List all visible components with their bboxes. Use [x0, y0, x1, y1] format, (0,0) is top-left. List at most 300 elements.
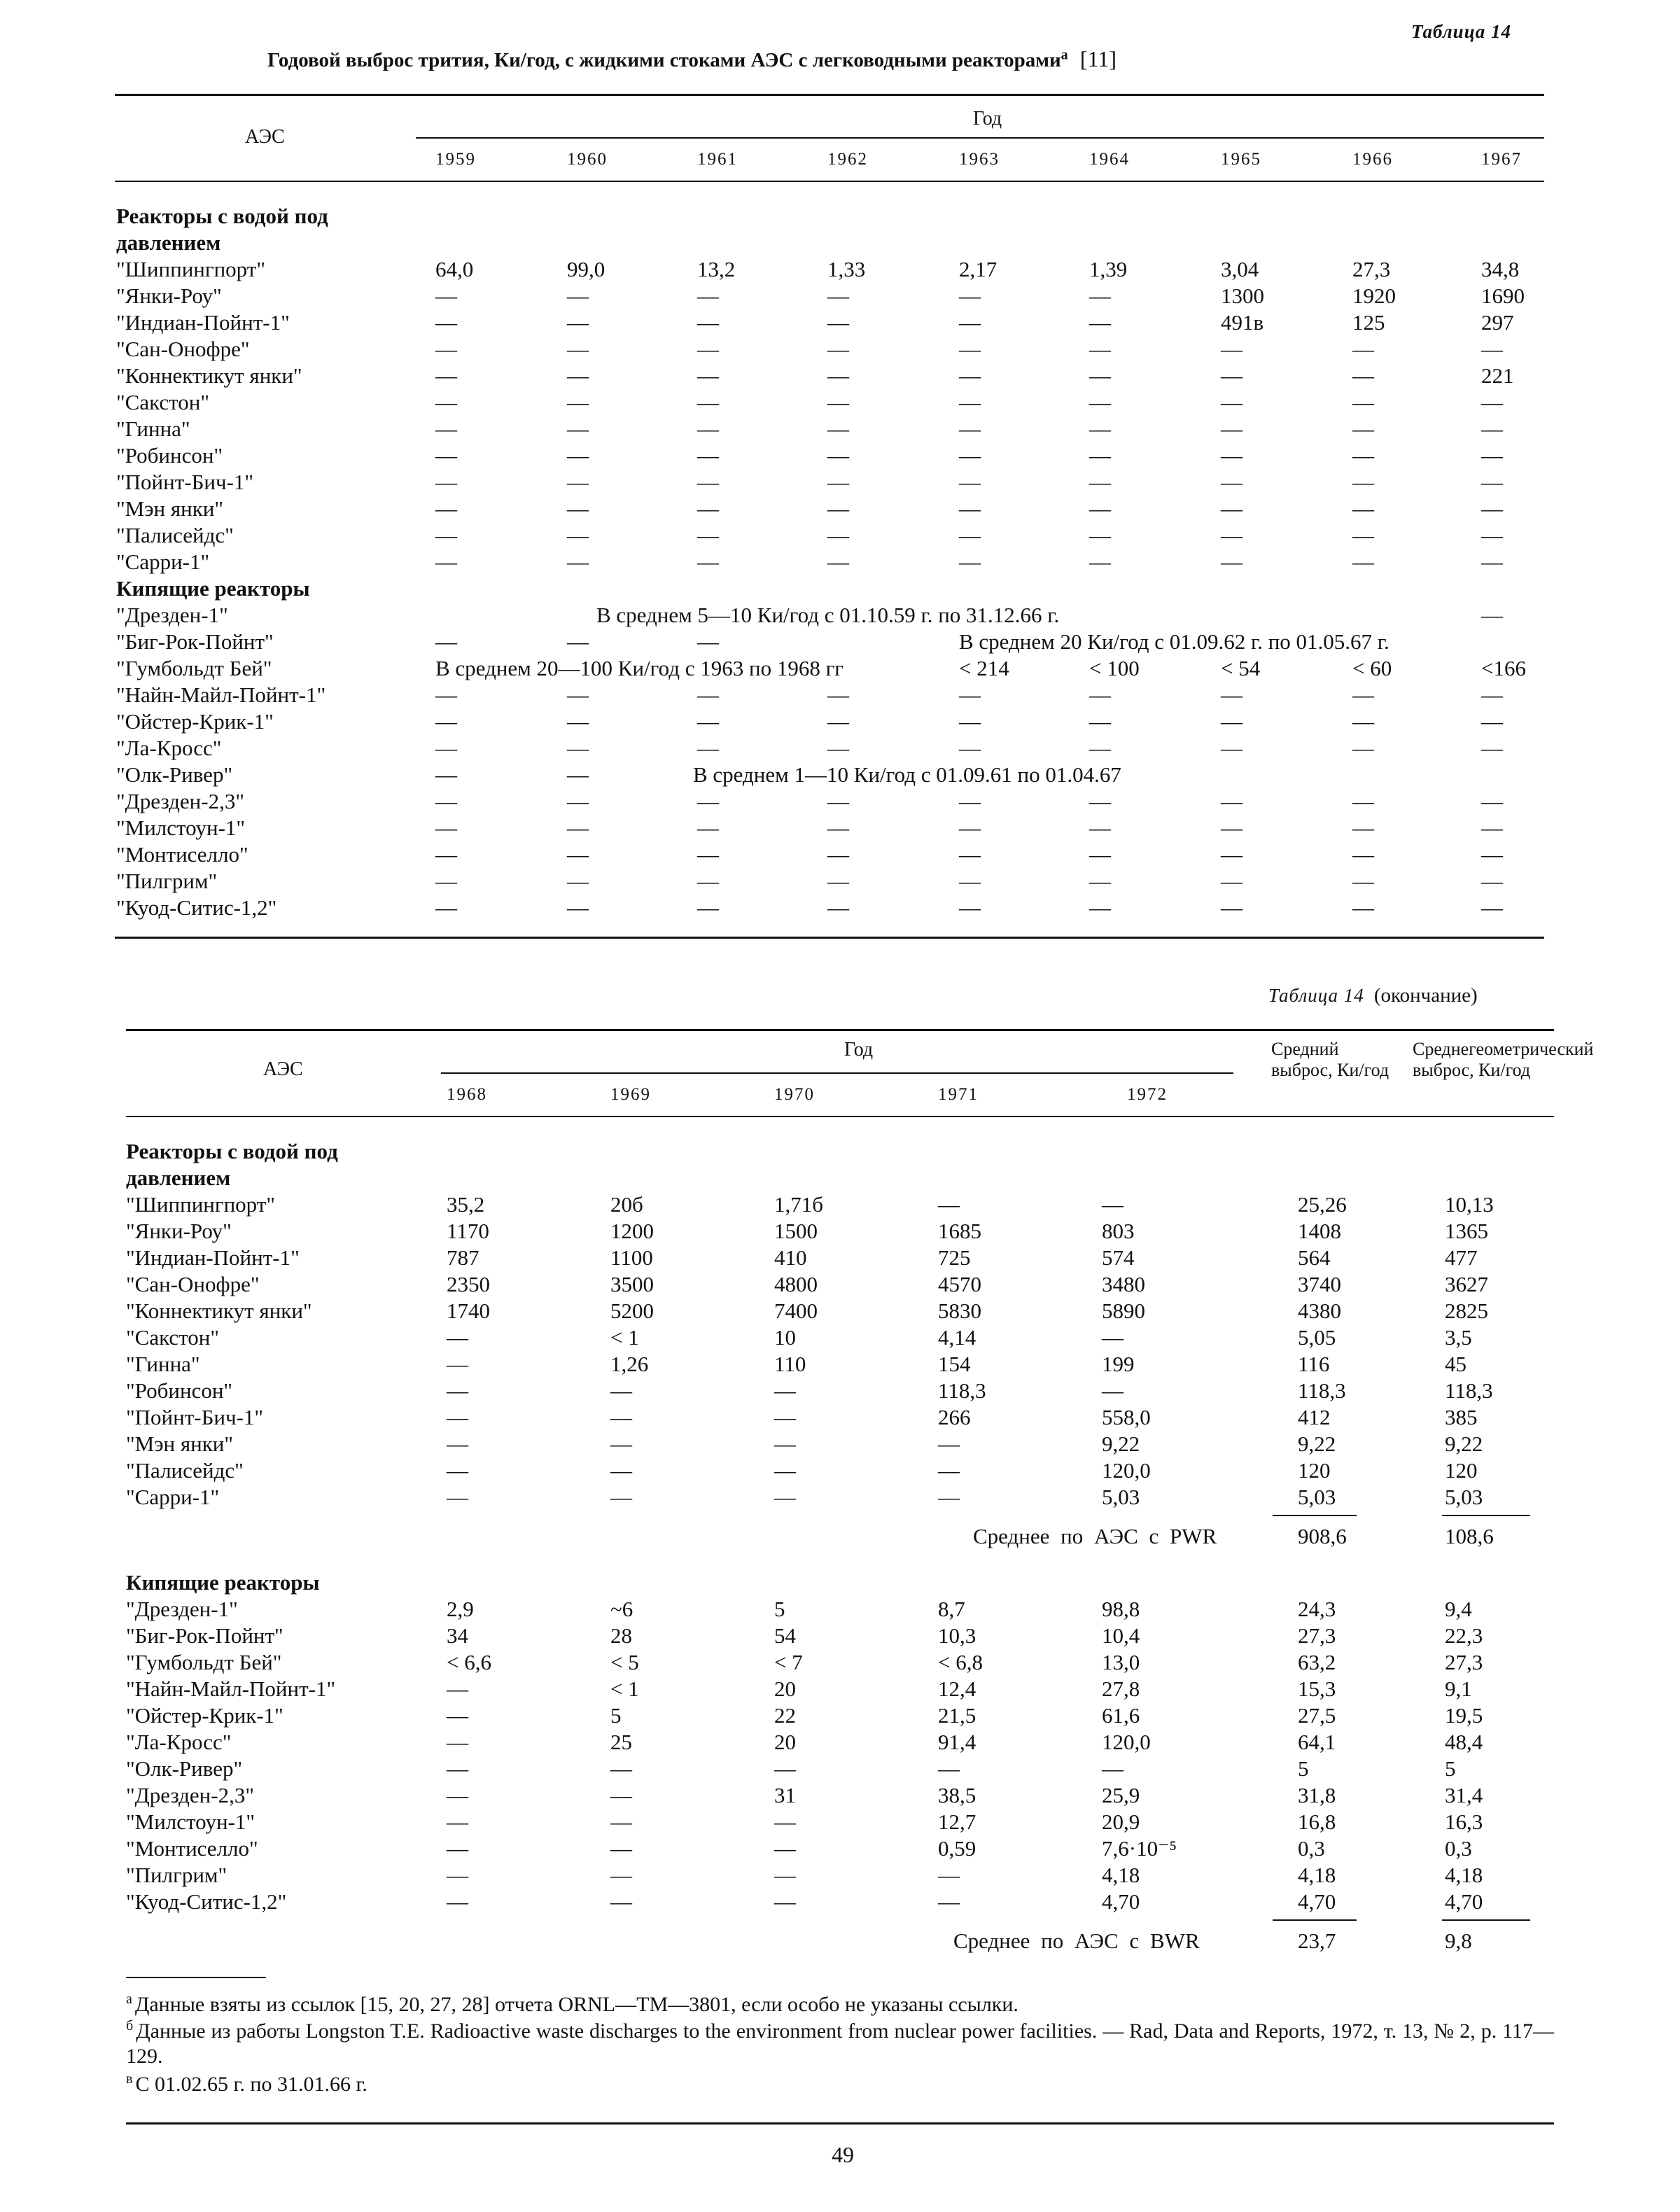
table-cell: — [435, 523, 457, 547]
table-cell: — [697, 895, 719, 920]
table-cell: 1170 [447, 1219, 489, 1243]
table-cell: 120 [1445, 1458, 1478, 1483]
table-cell: — [567, 390, 589, 414]
row-name: "Робинсон" [116, 443, 223, 468]
table-cell: — [959, 470, 981, 494]
table-cell: 64,0 [435, 257, 474, 281]
table-cell: — [959, 390, 981, 414]
table-cell: 120,0 [1102, 1730, 1151, 1754]
section-heading: Кипящие реакторы [126, 1570, 320, 1595]
table-cell: — [697, 550, 719, 574]
table-cell: 118,3 [1445, 1378, 1493, 1403]
table-cell: < 7 [774, 1650, 803, 1674]
table-cell: 54 [774, 1623, 796, 1648]
table-cell: — [959, 496, 981, 521]
row-name: "Ла-Кросс" [116, 736, 222, 760]
table-cell: — [1221, 842, 1242, 867]
table-row [0, 868, 1680, 895]
year-header: 1960 [567, 150, 608, 169]
table-cell: 22,3 [1445, 1623, 1483, 1648]
table-cell: 27,8 [1102, 1676, 1140, 1701]
table1-header-rule [115, 181, 1544, 182]
row-name: "Биг-Рок-Пойнт" [116, 629, 274, 654]
table-cell: 27,5 [1298, 1703, 1336, 1728]
row-name: "Сарри-1" [126, 1485, 220, 1509]
table-cell: — [1221, 416, 1242, 441]
table-cell: 2350 [447, 1272, 490, 1296]
row-name: "Дрезден-2,3" [126, 1783, 254, 1807]
table-cell: 5,05 [1298, 1325, 1336, 1350]
table-cell: — [567, 523, 589, 547]
table-cell: 15,3 [1298, 1676, 1336, 1701]
table-cell: — [1089, 682, 1111, 707]
table-cell: — [567, 443, 589, 468]
table-cell: 25,26 [1298, 1192, 1347, 1217]
table-cell: — [959, 842, 981, 867]
table-cell: 4,18 [1445, 1863, 1483, 1887]
table-row [0, 1245, 1680, 1271]
table-cell: 3480 [1102, 1272, 1145, 1296]
year-header: 1965 [1221, 150, 1261, 169]
table2-col-year-group: Год [844, 1039, 874, 1060]
table-row [0, 256, 1680, 283]
table-cell: — [1089, 470, 1111, 494]
table-title-text: Годовой выброс трития, Ки/год, с жидкими стоками АЭС с легководными реакторами [267, 49, 1061, 71]
table-row [0, 815, 1680, 841]
table-row [0, 549, 1680, 575]
table-cell: — [827, 816, 849, 840]
table-cell: <166 [1481, 656, 1526, 680]
row-name: "Пилгрим" [126, 1863, 227, 1887]
table-row [0, 469, 1680, 496]
table-cell: 1500 [774, 1219, 818, 1243]
table-row [0, 1484, 1680, 1511]
row-name: "Милстоун-1" [116, 816, 246, 840]
table-cell: 9,22 [1298, 1432, 1336, 1456]
table-row [0, 1218, 1680, 1245]
table-row [0, 522, 1680, 549]
table-row [0, 389, 1680, 416]
table-cell: — [1221, 496, 1242, 521]
footnote-text: Данные взяты из ссылок [15, 20, 27, 28] отчета ORNL—TM—3801, если особо не указаны ссылки. [134, 1993, 1018, 2016]
table-cell: 10,3 [938, 1623, 976, 1648]
table-cell: 1685 [938, 1219, 981, 1243]
table-cell: — [697, 284, 719, 308]
table-row [0, 1809, 1680, 1835]
row-name: "Янки-Роу" [116, 284, 222, 308]
summary-rule [1273, 1515, 1357, 1516]
table-row [0, 1729, 1680, 1756]
table-cell: 1,39 [1089, 257, 1128, 281]
table-title [267, 46, 1116, 72]
table-cell: — [1352, 816, 1374, 840]
table-cell: 1365 [1445, 1219, 1488, 1243]
table-cell: — [610, 1405, 632, 1429]
summary-avg: 23,7 [1298, 1928, 1336, 1953]
table-cell: — [1089, 390, 1111, 414]
table-cell: — [827, 310, 849, 335]
table-cell: 120,0 [1102, 1458, 1151, 1483]
table-row [0, 416, 1680, 442]
table-cell: 5 [1298, 1756, 1309, 1781]
table2-col-avg: Средний выброс, Ки/год [1271, 1039, 1390, 1080]
section-heading: Кипящие реакторы [116, 576, 310, 601]
year-header: 1961 [697, 150, 738, 169]
table-cell: 199 [1102, 1352, 1135, 1376]
table-row [0, 442, 1680, 469]
table-cell: 5200 [610, 1298, 654, 1323]
table-row [0, 1889, 1680, 1915]
table-cell: — [938, 1485, 960, 1509]
table-cell: 20 [774, 1730, 796, 1754]
table-cell: — [610, 1378, 632, 1403]
table-cell: — [774, 1378, 796, 1403]
table-row [0, 1298, 1680, 1324]
table-cell: 477 [1445, 1245, 1478, 1270]
table-cell: — [827, 736, 849, 760]
table-cell: — [774, 1405, 796, 1429]
table-cell: 4,70 [1102, 1889, 1140, 1914]
table-cell: — [1089, 443, 1111, 468]
table-cell: < 1 [610, 1676, 639, 1701]
table-cell: — [697, 842, 719, 867]
table-cell: — [610, 1432, 632, 1456]
title-reference: [11] [1079, 46, 1117, 71]
table-cell: — [1089, 816, 1111, 840]
table-cell: 91,4 [938, 1730, 976, 1754]
table-row [0, 762, 1680, 788]
row-name: "Найн-Майл-Пойнт-1" [126, 1676, 336, 1701]
table-cell: 20б [610, 1192, 643, 1217]
table-cell: — [959, 736, 981, 760]
table-cell: — [1352, 337, 1374, 361]
table-cell: — [1352, 895, 1374, 920]
table-cell: — [938, 1889, 960, 1914]
table-cell: — [435, 709, 457, 734]
table-cell: — [827, 470, 849, 494]
table-cell: 4,70 [1445, 1889, 1483, 1914]
table-cell: — [959, 682, 981, 707]
row-name: "Индиан-Пойнт-1" [126, 1245, 300, 1270]
table-row [0, 336, 1680, 363]
table-cell: — [1352, 736, 1374, 760]
table-row [0, 1404, 1680, 1431]
table-cell: 31,8 [1298, 1783, 1336, 1807]
table-cell: — [959, 443, 981, 468]
table-row [0, 682, 1680, 708]
table-cell: — [774, 1432, 796, 1456]
table-cell: — [1089, 363, 1111, 388]
year-header: 1963 [959, 150, 1000, 169]
table-row [0, 1351, 1680, 1378]
table-cell: — [447, 1676, 468, 1701]
table-cell: 31,4 [1445, 1783, 1483, 1807]
table-cell: 803 [1102, 1219, 1135, 1243]
table-row [0, 1191, 1680, 1218]
table-cell: — [447, 1783, 468, 1807]
table-cell: — [1352, 682, 1374, 707]
table-cell: 1200 [610, 1219, 654, 1243]
table1-year-rule [416, 137, 1544, 139]
table-cell: — [827, 443, 849, 468]
table-cell: 34,8 [1481, 257, 1520, 281]
table-row [0, 1324, 1680, 1351]
row-name: "Гинна" [116, 416, 190, 441]
table-cell: 1740 [447, 1298, 490, 1323]
table-cell: — [1481, 736, 1503, 760]
table-row [0, 1271, 1680, 1298]
table-cell: — [1221, 470, 1242, 494]
table-cell: — [697, 736, 719, 760]
table-cell: — [435, 363, 457, 388]
table-cell: — [435, 682, 457, 707]
table-cell: 8,7 [938, 1597, 965, 1621]
table-cell: — [435, 416, 457, 441]
year-header: 1964 [1089, 150, 1130, 169]
table-cell: 787 [447, 1245, 479, 1270]
table-row [0, 708, 1680, 735]
table-cell: — [1481, 895, 1503, 920]
table-cell: — [1089, 709, 1111, 734]
table-cell: — [447, 1756, 468, 1781]
table-cell: — [697, 443, 719, 468]
table-cell: — [435, 443, 457, 468]
table-cell: — [567, 895, 589, 920]
row-name: "Дрезден-1" [116, 603, 228, 627]
table-row [0, 283, 1680, 309]
table-cell: — [827, 523, 849, 547]
table-cell: 5 [774, 1597, 785, 1621]
table-cell: — [697, 709, 719, 734]
table-cell: — [567, 496, 589, 521]
table-cell: 5,03 [1298, 1485, 1336, 1509]
table-cell: — [567, 470, 589, 494]
row-name: "Олк-Ривер" [116, 762, 233, 787]
row-name: "Дрезден-1" [126, 1597, 238, 1621]
table-cell: — [1352, 709, 1374, 734]
table-cell: 297 [1481, 310, 1514, 335]
table-cell: < 5 [610, 1650, 639, 1674]
row-name: "Ойстер-Крик-1" [116, 709, 274, 734]
table-cell: — [610, 1756, 632, 1781]
summary-rule [1273, 1919, 1357, 1921]
table-cell: — [827, 895, 849, 920]
table-cell: — [1481, 337, 1503, 361]
table-cell: — [1102, 1325, 1124, 1350]
table-cell: — [610, 1458, 632, 1483]
table-cell: — [1352, 363, 1374, 388]
table-cell: 4,14 [938, 1325, 976, 1350]
table-cell: — [774, 1863, 796, 1887]
table-cell: — [827, 682, 849, 707]
table-cell: < 1 [610, 1325, 639, 1350]
table-cell: — [774, 1485, 796, 1509]
row-note: В среднем 1—10 Ки/год с 01.09.61 по 01.04.67 [693, 762, 1121, 787]
table-cell: — [827, 416, 849, 441]
table-cell: — [1481, 470, 1503, 494]
row-name: "Монтиселло" [116, 842, 248, 867]
table-cell: 125 [1352, 310, 1385, 335]
table-cell: — [1352, 443, 1374, 468]
table2-label-suffix: (окончание) [1373, 984, 1478, 1007]
table-cell: — [567, 816, 589, 840]
table-cell: — [697, 363, 719, 388]
table-cell: — [1102, 1378, 1124, 1403]
table-row [0, 602, 1680, 629]
row-name: "Пойнт-Бич-1" [126, 1405, 264, 1429]
table-cell: — [1481, 390, 1503, 414]
table-cell: — [959, 816, 981, 840]
table-cell: 64,1 [1298, 1730, 1336, 1754]
row-name: "Коннектикут янки" [116, 363, 302, 388]
table-row [0, 895, 1680, 921]
table-cell: < 6,6 [447, 1650, 491, 1674]
table-row [0, 1702, 1680, 1729]
table-cell: < 6,8 [938, 1650, 983, 1674]
summary-rule [1442, 1919, 1530, 1921]
table-cell: — [610, 1836, 632, 1861]
table-cell: — [1221, 550, 1242, 574]
table-cell: 12,7 [938, 1809, 976, 1834]
table-cell: — [435, 789, 457, 813]
table-cell: 4800 [774, 1272, 818, 1296]
table-cell: 16,8 [1298, 1809, 1336, 1834]
table-cell: — [447, 1889, 468, 1914]
summary-geo: 108,6 [1445, 1524, 1494, 1548]
table-cell: ~6 [610, 1597, 634, 1621]
table-cell: 1408 [1298, 1219, 1341, 1243]
table-cell: — [610, 1809, 632, 1834]
row-name: "Найн-Майл-Пойнт-1" [116, 682, 326, 707]
section-heading: Реакторы с водой под давлением [126, 1139, 338, 1190]
table-cell: — [435, 310, 457, 335]
table-cell: — [1481, 682, 1503, 707]
table-cell: — [435, 762, 457, 787]
row-name: "Монтиселло" [126, 1836, 258, 1861]
row-name: "Пилгрим" [116, 869, 218, 893]
footnote-mark: а [126, 1991, 132, 2007]
table-row [0, 1835, 1680, 1862]
year-header: 1968 [447, 1085, 487, 1104]
table-cell: — [827, 337, 849, 361]
row-name: "Олк-Ривер" [126, 1756, 243, 1781]
summary-row [0, 1928, 1680, 1954]
table-cell: 266 [938, 1405, 971, 1429]
table-cell: 221 [1481, 363, 1514, 388]
year-header: 1966 [1352, 150, 1393, 169]
table-cell: 2,9 [447, 1597, 474, 1621]
table-row [0, 1756, 1680, 1782]
table-cell: 154 [938, 1352, 971, 1376]
page-bottom-rule [126, 2122, 1554, 2124]
table-cell: — [1221, 682, 1242, 707]
table-cell: 28 [610, 1623, 632, 1648]
table-cell: 118,3 [938, 1378, 986, 1403]
table-cell: — [1221, 709, 1242, 734]
table-cell: 9,22 [1102, 1432, 1140, 1456]
summary-avg: 908,6 [1298, 1524, 1347, 1548]
table-cell: — [1221, 337, 1242, 361]
row-name: "Биг-Рок-Пойнт" [126, 1623, 284, 1648]
table-row [0, 655, 1680, 682]
row-name: "Гинна" [126, 1352, 200, 1376]
table-row [0, 1649, 1680, 1676]
table-cell: — [1352, 390, 1374, 414]
table-cell: — [938, 1863, 960, 1887]
table-row [0, 1378, 1680, 1404]
table-cell: — [1089, 337, 1111, 361]
table-cell: — [567, 736, 589, 760]
table-cell: — [435, 470, 457, 494]
table-cell: — [610, 1863, 632, 1887]
table2-label-text: Таблица 14 [1268, 985, 1364, 1006]
table-cell: — [959, 869, 981, 893]
row-name: "Мэн янки" [116, 496, 224, 521]
row-name: "Коннектикут янки" [126, 1298, 312, 1323]
summary-geo: 9,8 [1445, 1928, 1472, 1953]
table-cell: — [435, 842, 457, 867]
footnote-rule [126, 1977, 266, 1978]
table-cell: — [610, 1889, 632, 1914]
table-cell: — [435, 550, 457, 574]
table-cell: — [1481, 842, 1503, 867]
row-note: В среднем 20—100 Ки/год с 1963 по 1968 гг [435, 656, 844, 680]
title-footnote-mark: а [1060, 47, 1068, 63]
row-name: "Сакстон" [116, 390, 210, 414]
table-cell: — [959, 337, 981, 361]
row-name: "Сарри-1" [116, 550, 210, 574]
table-cell: — [610, 1485, 632, 1509]
table-cell: — [435, 816, 457, 840]
table-cell: 31 [774, 1783, 796, 1807]
table-cell: — [1221, 816, 1242, 840]
table-cell: 5830 [938, 1298, 981, 1323]
table-cell: — [447, 1863, 468, 1887]
table-cell: 10,4 [1102, 1623, 1140, 1648]
table-cell: — [567, 869, 589, 893]
table-cell: — [697, 496, 719, 521]
table-cell: 558,0 [1102, 1405, 1151, 1429]
table-cell: — [959, 550, 981, 574]
table-cell: — [774, 1809, 796, 1834]
table-cell: 5,03 [1102, 1485, 1140, 1509]
table-cell: — [447, 1809, 468, 1834]
table-cell: — [827, 363, 849, 388]
table-cell: — [697, 416, 719, 441]
row-name: "Палисейдс" [126, 1458, 244, 1483]
table-row [0, 1676, 1680, 1702]
table-cell: 1690 [1481, 284, 1525, 308]
table-cell: 25 [610, 1730, 632, 1754]
table-cell: — [1221, 869, 1242, 893]
table-cell: 27,3 [1298, 1623, 1336, 1648]
footnote-mark: б [126, 2018, 134, 2033]
table-cell: 412 [1298, 1405, 1331, 1429]
table-cell: 61,6 [1102, 1703, 1140, 1728]
table-cell: 491в [1221, 310, 1264, 335]
table-cell: 48,4 [1445, 1730, 1483, 1754]
row-name: "Сан-Онофре" [116, 337, 250, 361]
table-cell: 22 [774, 1703, 796, 1728]
table-cell: — [447, 1378, 468, 1403]
table-cell: — [959, 284, 981, 308]
table-cell: 0,59 [938, 1836, 976, 1861]
table-cell: — [1089, 869, 1111, 893]
table-cell: — [567, 789, 589, 813]
table-cell: — [1089, 284, 1111, 308]
table-cell: — [938, 1192, 960, 1217]
table-cell: — [567, 682, 589, 707]
